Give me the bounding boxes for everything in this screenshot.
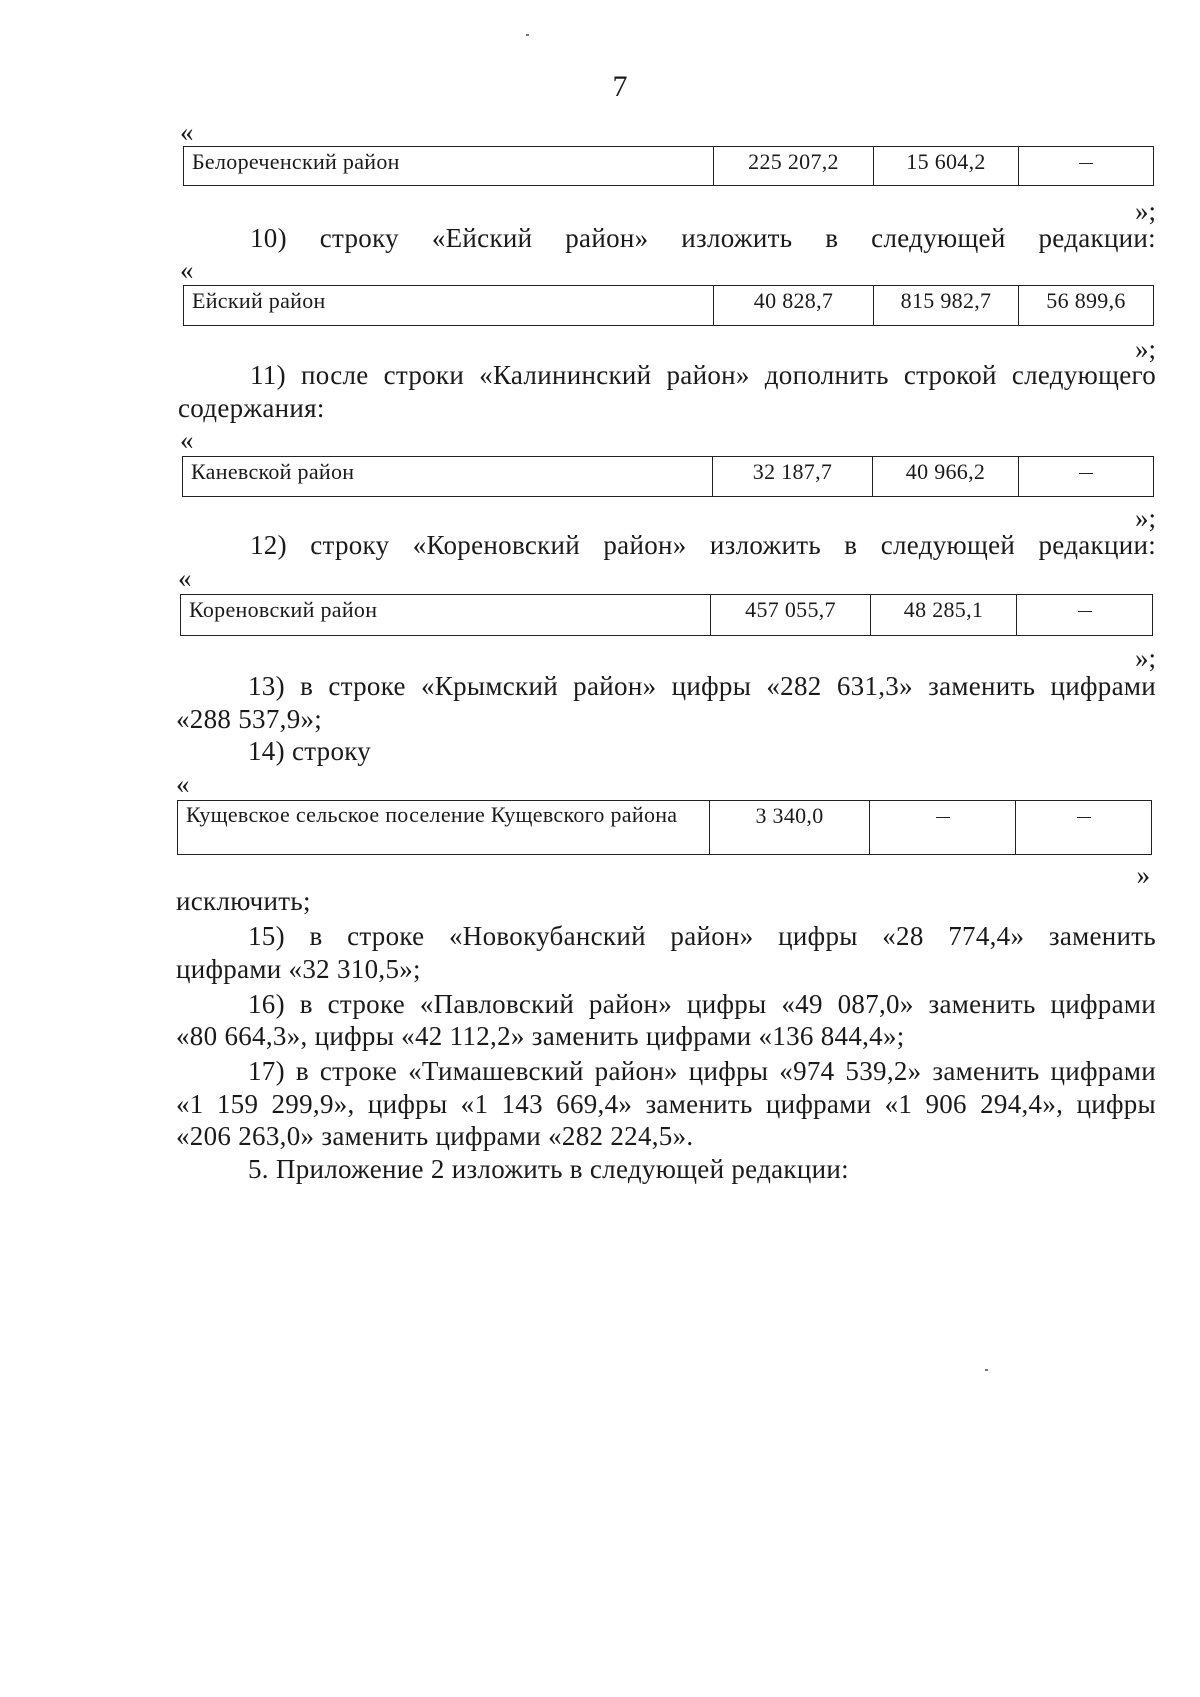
scan-speck (526, 34, 529, 36)
cell-value-3 (1016, 801, 1152, 855)
cell-value-2: 815 982,7 (874, 286, 1019, 326)
paragraph-item-17-line1: 17) в строке «Тимашевский район» цифры «974 539,2» заменить цифрами (248, 1056, 1156, 1086)
cell-value-2: 15 604,2 (874, 147, 1019, 186)
cell-value-2: 48 285,1 (871, 595, 1017, 636)
paragraph-item-16-line1: 16) в строке «Павловский район» цифры «49 087,0» заменить цифрами (248, 989, 1156, 1019)
paragraph-item-17-line2: «1 159 299,9», цифры «1 143 669,4» заменить цифрами «1 906 294,4», цифры (176, 1089, 1156, 1119)
paragraph-item-5: 5. Приложение 2 изложить в следующей редакции: (248, 1154, 849, 1184)
paragraph-item-16-line2: «80 664,3», цифры «42 112,2» заменить цифрами «136 844,4»; (176, 1021, 905, 1051)
paragraph-item-11-line2: содержания: (178, 393, 325, 423)
cell-value-1: 225 207,2 (714, 147, 874, 186)
dash-mark (1078, 611, 1092, 612)
paragraph-item-17-line3: «206 263,0» заменить цифрами «282 224,5». (176, 1121, 694, 1151)
close-quote: »; (1134, 643, 1156, 673)
paragraph-item-10: 10) строку «Ейский район» изложить в следующей редакции: (250, 223, 1156, 253)
paragraph-item-12: 12) строку «Кореновский район» изложить в следующей редакции: (250, 530, 1156, 560)
cell-district: Белореченский район (184, 147, 714, 186)
dash-mark (1079, 473, 1093, 474)
cell-value-1: 457 055,7 (711, 595, 871, 636)
cell-district: Ейский район (184, 286, 714, 326)
table-belorechensky-row (183, 146, 1154, 186)
close-quote: »; (1134, 196, 1156, 226)
open-quote: « (176, 769, 190, 799)
paragraph-item-13-line2: «288 537,9»; (176, 704, 323, 734)
dash-mark (1077, 817, 1091, 818)
table-kanevskoy-row (182, 456, 1154, 497)
cell-value-3: 56 899,6 (1019, 286, 1154, 326)
paragraph-item-11-line1: 11) после строки «Калининский район» дополнить строкой следующего (250, 360, 1156, 390)
scan-speck (985, 1369, 988, 1371)
cell-value-1: 32 187,7 (713, 457, 873, 497)
cell-value-2: 40 966,2 (873, 457, 1019, 497)
open-quote: « (178, 563, 192, 593)
close-quote: »; (1134, 503, 1156, 533)
close-quote: »; (1134, 334, 1156, 364)
dash-mark (936, 817, 950, 818)
dash-mark (1079, 163, 1093, 164)
table-korenovsky-row (180, 594, 1153, 636)
cell-value-3 (1019, 457, 1154, 497)
paragraph-exclude: исключить; (176, 886, 311, 916)
paragraph-item-14: 14) строку (248, 736, 372, 766)
cell-value-1: 3 340,0 (710, 801, 870, 855)
open-quote: « (180, 425, 194, 455)
open-quote: « (180, 255, 194, 285)
cell-district: Кореновский район (181, 595, 711, 636)
paragraph-item-15-line2: цифрами «32 310,5»; (176, 954, 421, 984)
cell-district: Каневской район (183, 457, 713, 497)
cell-value-2 (870, 801, 1016, 855)
cell-value-3 (1019, 147, 1154, 186)
cell-district: Кущевское сельское поселение Кущевского района (178, 801, 710, 855)
cell-value-1: 40 828,7 (714, 286, 874, 326)
table-eysky-row (183, 285, 1154, 326)
open-quote: « (180, 117, 194, 147)
paragraph-item-13-line1: 13) в строке «Крымский район» цифры «282 631,3» заменить цифрами (248, 671, 1156, 701)
paragraph-item-15-line1: 15) в строке «Новокубанский район» цифры «28 774,4» заменить (248, 921, 1156, 951)
close-quote: » (1136, 860, 1150, 890)
cell-value-3 (1017, 595, 1153, 636)
page-number: 7 (612, 70, 628, 103)
table-kushchevskoe-row (177, 800, 1152, 855)
